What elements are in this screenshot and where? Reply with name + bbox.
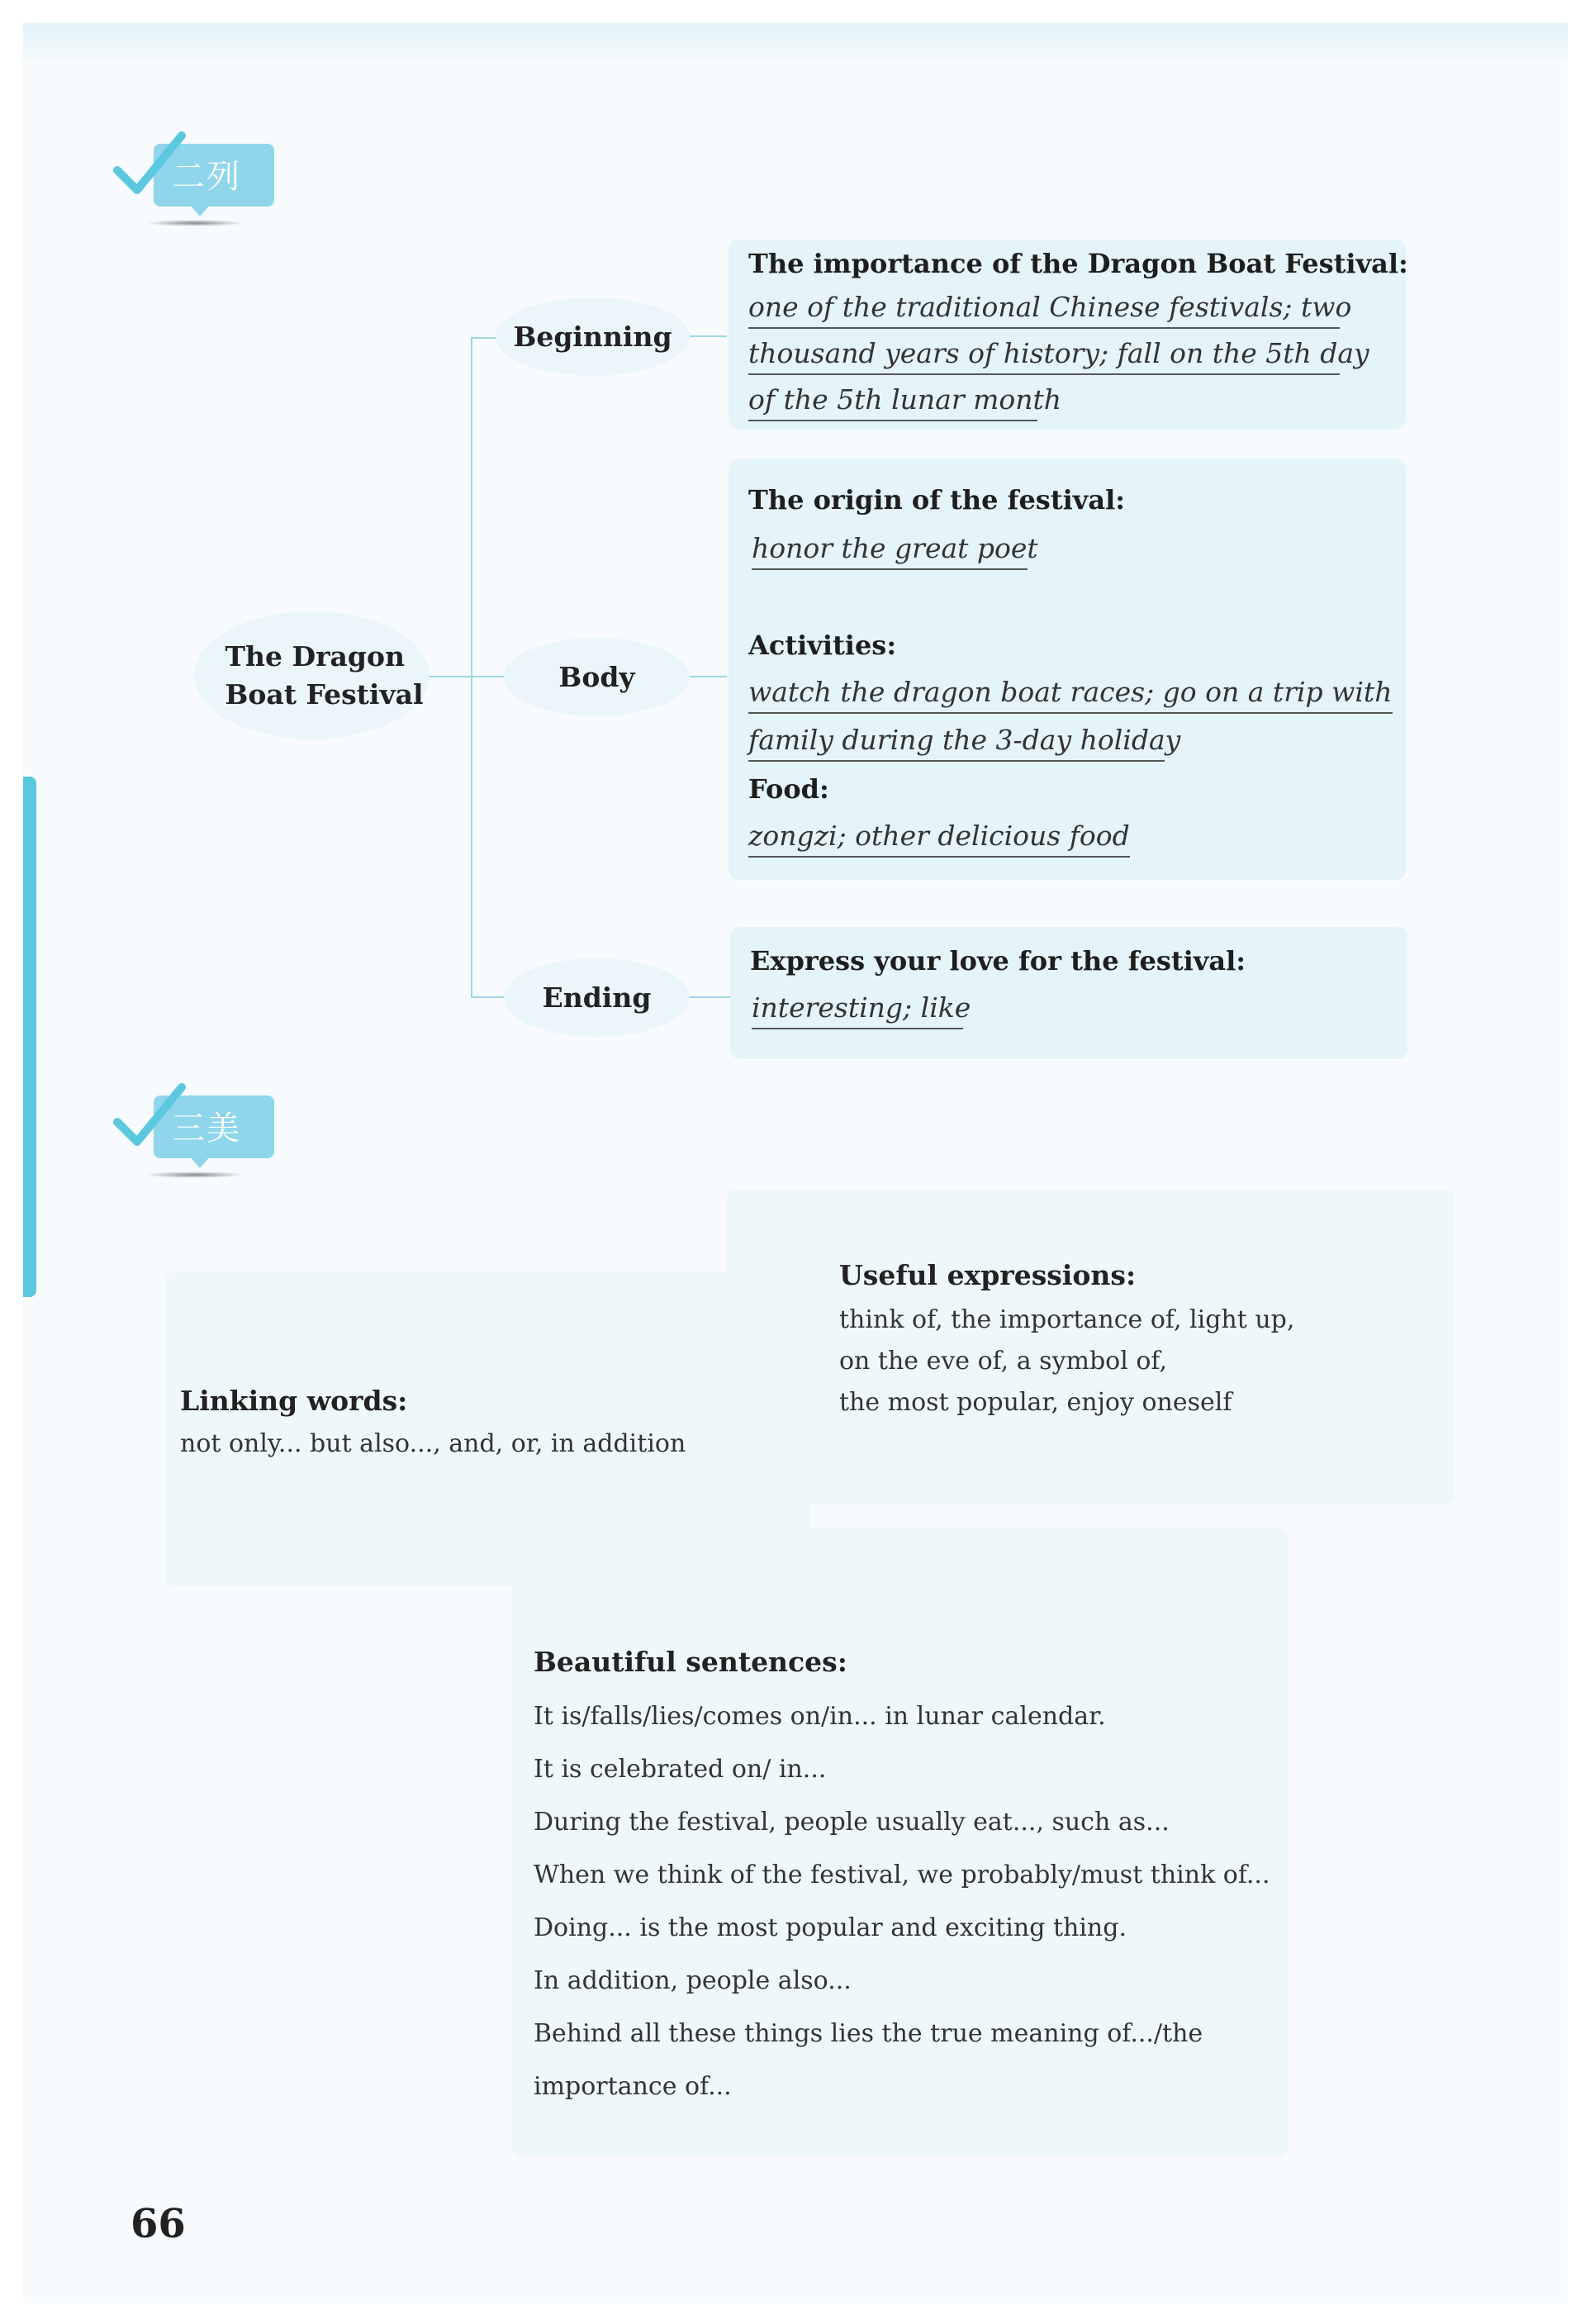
mindmap-root-node (194, 611, 430, 739)
page-number: 66 (131, 2201, 186, 2247)
ending-line: interesting; like (752, 988, 963, 1029)
beginning-box-title: The importance of the Dragon Boat Festival: (748, 248, 1408, 279)
origin-title: The origin of the festival: (748, 484, 1126, 516)
beginning-line-1: one of the traditional Chinese festivals; two (748, 288, 1340, 329)
connector-root (430, 676, 471, 677)
root-line-1: The Dragon (225, 639, 405, 672)
root-line-2: Boat Festival (225, 677, 424, 711)
sentences-backdrop (512, 1528, 1289, 2156)
activities-line-2: family during the 3-day holiday (748, 720, 1165, 762)
food-line: zongzi; other delicious food (748, 816, 1130, 858)
food-title: Food: (748, 773, 829, 805)
useful-title: Useful expressions: (839, 1259, 1137, 1291)
sentence-3: During the festival, people usually eat..., such as... (534, 1808, 1170, 1837)
sentence-2: It is celebrated on/ in... (534, 1755, 827, 1784)
badge-tail (188, 203, 211, 216)
node-body-label: Body (558, 661, 635, 693)
section-badge-mei (112, 1095, 274, 1158)
useful-line-2: on the eve of, a symbol of, (839, 1347, 1167, 1376)
sentence-1: It is/falls/lies/comes on/in... in lunar calendar. (534, 1702, 1106, 1731)
section-badge-lie (112, 144, 274, 207)
ending-box-title: Express your love for the festival: (750, 945, 1246, 977)
connector-ending (471, 996, 504, 998)
badge-shadow (145, 1172, 244, 1178)
useful-line-3: the most popular, enjoy oneself (839, 1388, 1232, 1417)
connector-body (471, 676, 504, 677)
page-edge-tab (23, 777, 36, 1297)
node-ending (504, 958, 690, 1037)
beginning-line-2: thousand years of history; fall on the 5th day (748, 334, 1340, 375)
badge-tail (188, 1155, 211, 1168)
sentence-4: When we think of the festival, we probably/must think of... (534, 1861, 1270, 1889)
sentence-6: In addition, people also... (534, 1966, 852, 1995)
linking-text: not only... but also..., and, or, in addition (180, 1429, 686, 1458)
connector-beginning-box (686, 335, 727, 337)
node-body (504, 638, 690, 716)
activities-line-1: watch the dragon boat races; go on a trip with (748, 672, 1393, 714)
section-label: 二列 (172, 158, 241, 196)
badge-shadow (145, 220, 244, 226)
node-ending-label: Ending (542, 981, 652, 1014)
sentence-5: Doing... is the most popular and exciting thing. (534, 1913, 1127, 1942)
sentence-7: Behind all these things lies the true meaning of.../the (534, 2019, 1203, 2048)
connector-body-box (686, 676, 727, 677)
activities-title: Activities: (748, 630, 897, 661)
top-decorative-strip (23, 23, 1568, 59)
useful-line-1: think of, the importance of, light up, (839, 1305, 1295, 1334)
beginning-line-3: of the 5th lunar month (748, 380, 1037, 421)
connector-trunk (471, 337, 472, 998)
origin-line: honor the great poet (752, 529, 1028, 570)
node-beginning-label: Beginning (513, 321, 672, 353)
section-label: 三美 (172, 1110, 241, 1148)
sentences-title: Beautiful sentences: (534, 1646, 847, 1678)
sentence-8: importance of... (534, 2072, 732, 2101)
linking-title: Linking words: (180, 1385, 408, 1417)
connector-ending-box (686, 996, 731, 998)
node-beginning (496, 297, 690, 376)
